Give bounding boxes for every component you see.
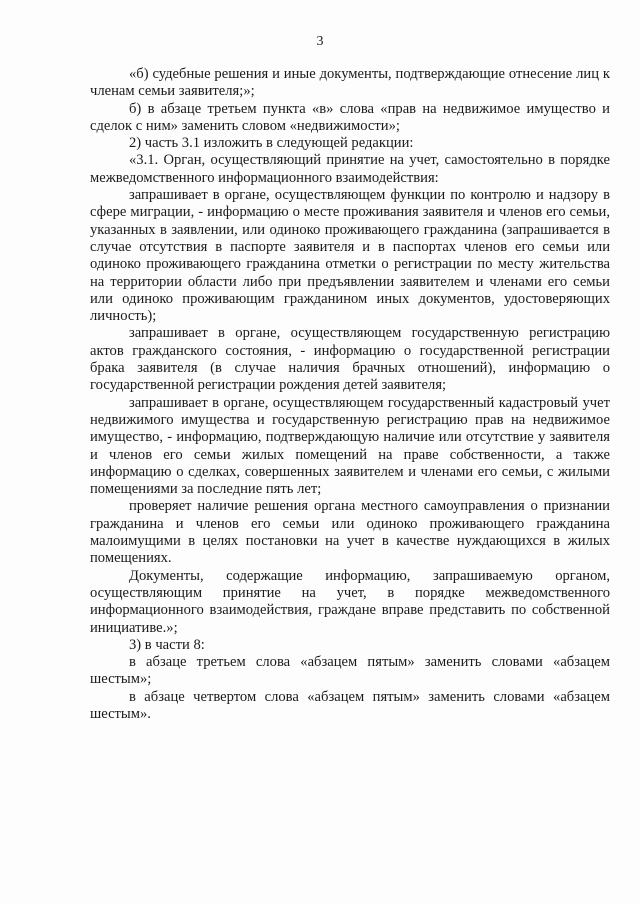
paragraph: Документы, содержащие информацию, запрашиваемую органом, осуществляющим принятие на учет, в порядке межведомственного информационного взаимодействия, граждане вправе представить по собственной инициативе.»; (90, 567, 610, 636)
paragraph: запрашивает в органе, осуществляющем государственную регистрацию актов гражданского состояния, - информацию о государственной регистрации брака заявителя (в случае наличия брачных отношений), информацию о государственной регистрации рождения детей заявителя; (90, 325, 610, 394)
paragraph: запрашивает в органе, осуществляющем государственный кадастровый учет недвижимого имущества и государственную регистрацию прав на недвижимое имущество, - информацию, подтверждающую наличие или отсутствие у заявителя и членов его семьи жилых помещений на праве собственности, а также информацию о сделках, совершенных заявителем и членами его семьи, с жилыми помещениями за последние пять лет; (90, 394, 610, 498)
paragraph: запрашивает в органе, осуществляющем функции по контролю и надзору в сфере миграции, - информацию о месте проживания заявителя и членов его семьи, указанных в заявлении, или одиноко проживающего гражданина (запрашивается в случае отсутствия в паспорте заявителя и в паспортах членов его семьи или одиноко проживающего гражданина отметки о регистрации по месту жительства на территории области либо при предъявлении заявителем и членами его семьи или одиноко проживающим гражданином иных документов, удостоверяющих личность); (90, 187, 610, 325)
paragraph: «б) судебные решения и иные документы, подтверждающие отнесение лиц к членам семьи заявителя;»; (90, 66, 610, 100)
paragraph: в абзаце третьем слова «абзацем пятым» заменить словами «абзацем шестым»; (90, 654, 610, 688)
document-body (90, 66, 610, 723)
paragraph: «3.1. Орган, осуществляющий принятие на учет, самостоятельно в порядке межведомственного информационного взаимодействия: (90, 152, 610, 186)
paragraph: б) в абзаце третьем пункта «в» слова «прав на недвижимое имущество и сделок с ним» заменить словом «недвижимости»; (90, 100, 610, 134)
paragraph: 3) в части 8: (129, 636, 205, 653)
paragraph: 2) часть 3.1 изложить в следующей редакции: (129, 135, 414, 152)
paragraph: в абзаце четвертом слова «абзацем пятым» заменить словами «абзацем шестым». (90, 688, 610, 722)
paragraph: проверяет наличие решения органа местного самоуправления о признании гражданина и членов его семьи или одиноко проживающего гражданина малоимущими в целях постановки на учет в качестве нуждающихся в жилых помещениях. (90, 498, 610, 567)
page-number: 3 (316, 34, 324, 49)
